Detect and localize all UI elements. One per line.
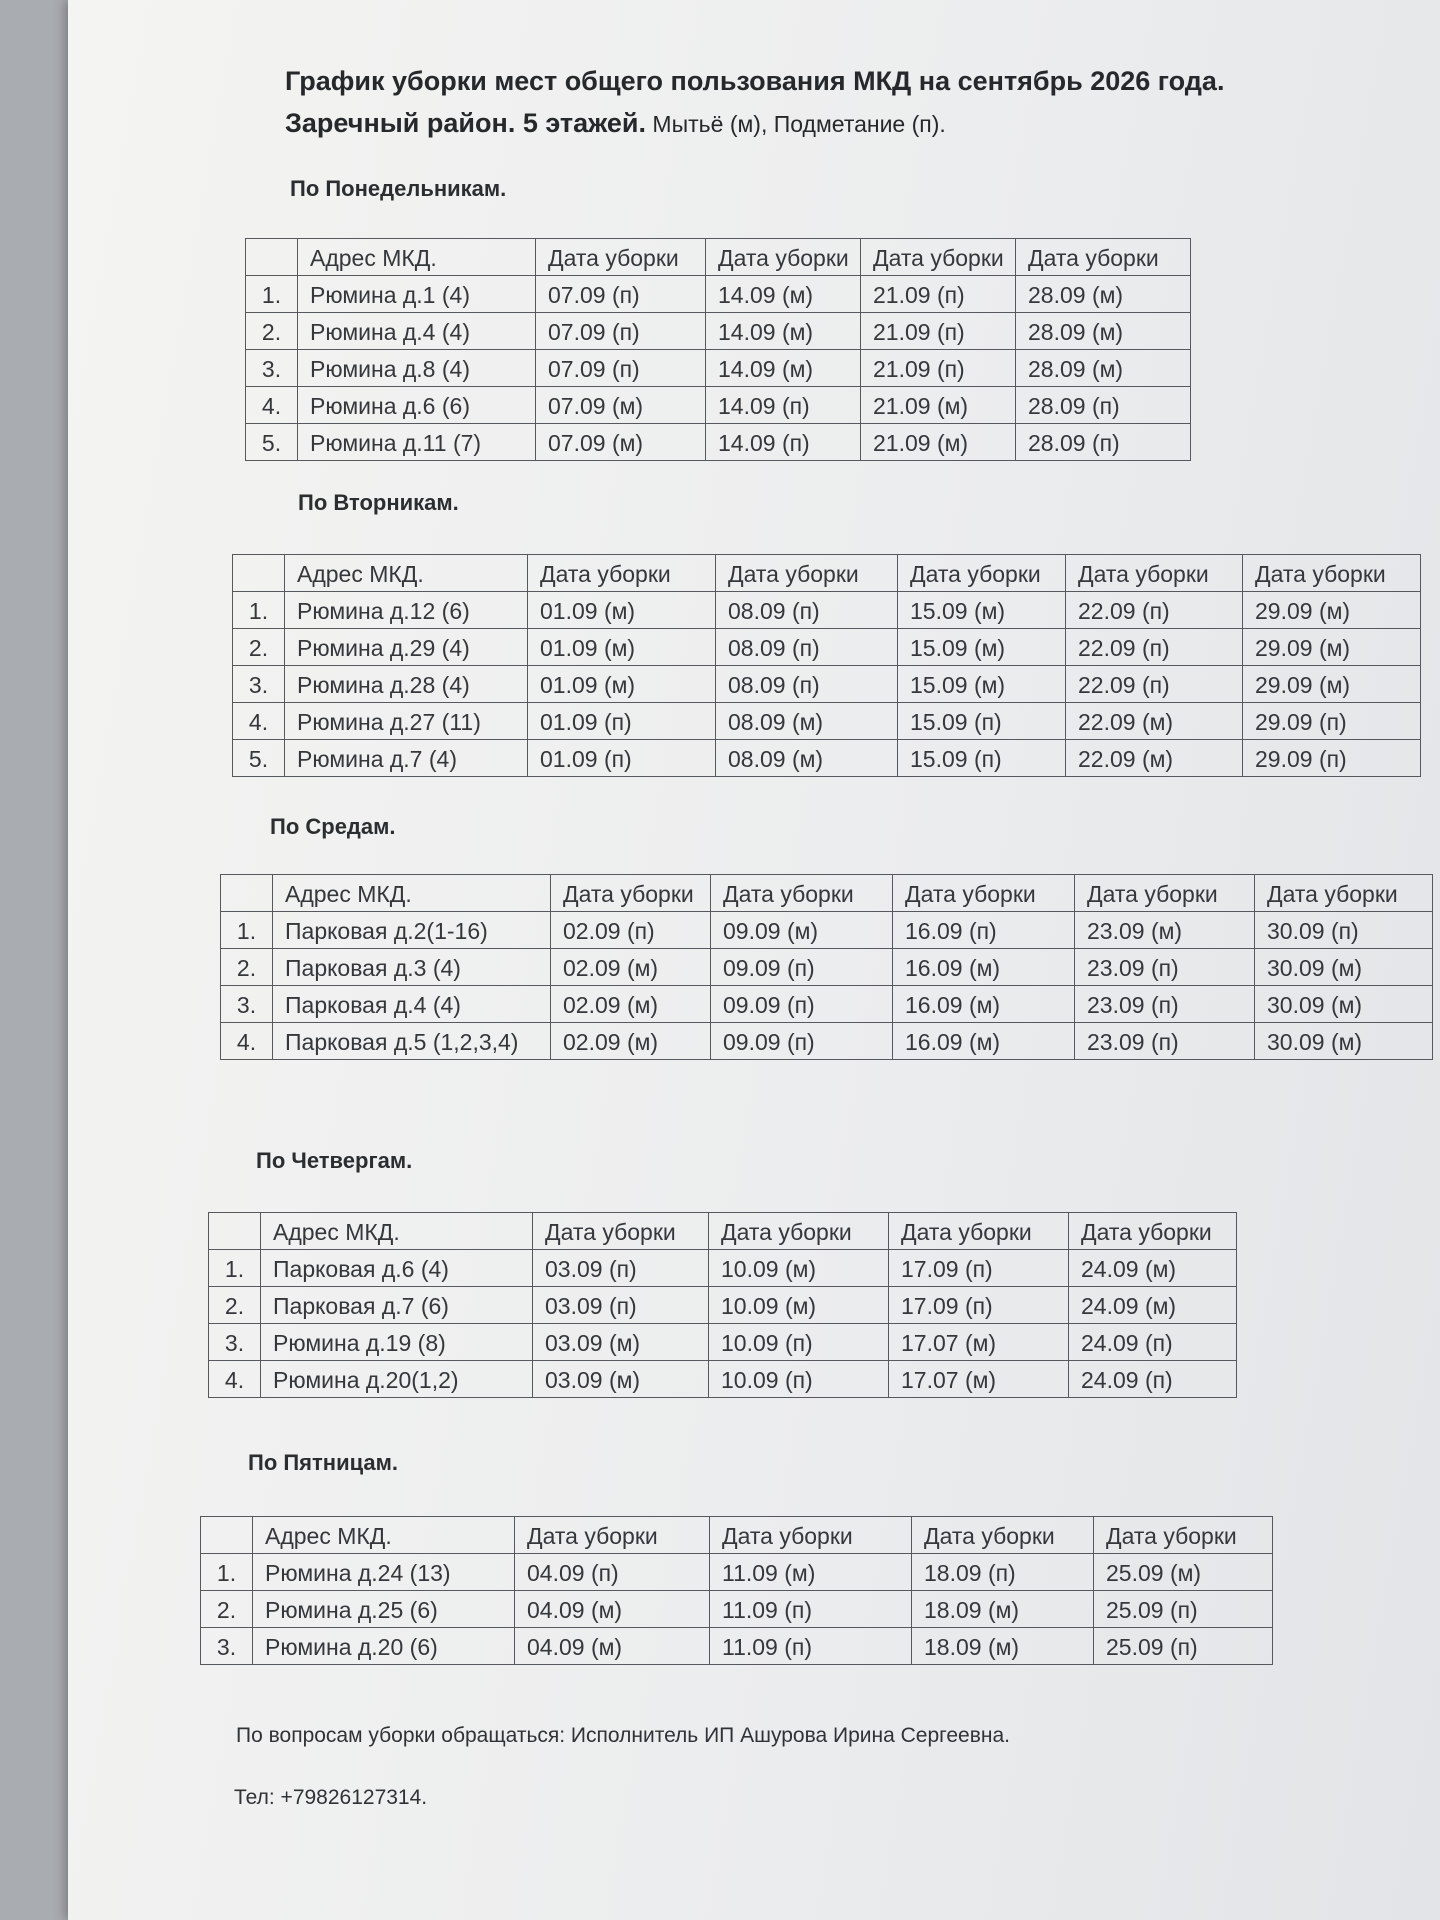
row-number: 3. <box>246 350 298 387</box>
row-number: 4. <box>233 703 285 740</box>
date-cell: 21.09 (м) <box>861 424 1016 461</box>
date-cell: 15.09 (п) <box>898 703 1066 740</box>
day-label-tuesday: По Вторникам. <box>298 490 459 515</box>
date-cell: 16.09 (м) <box>893 1023 1075 1060</box>
table-row <box>201 1591 1273 1628</box>
table-header-row <box>221 875 1433 912</box>
header-num <box>221 875 273 912</box>
table-row <box>221 986 1433 1023</box>
header-address: Адрес МКД. <box>261 1213 533 1250</box>
header-address: Адрес МКД. <box>298 239 536 276</box>
table-row <box>233 666 1421 703</box>
date-cell: 11.09 (м) <box>710 1554 912 1591</box>
date-cell: 03.09 (м) <box>533 1361 709 1398</box>
date-cell: 04.09 (м) <box>515 1591 710 1628</box>
date-cell: 22.09 (п) <box>1066 592 1243 629</box>
table-row <box>246 424 1191 461</box>
date-cell: 25.09 (п) <box>1094 1628 1273 1665</box>
date-cell: 28.09 (м) <box>1016 313 1191 350</box>
address-cell: Рюмина д.7 (4) <box>285 740 528 777</box>
header-date: Дата уборки <box>716 555 898 592</box>
date-cell: 01.09 (м) <box>528 666 716 703</box>
address-cell: Парковая д.4 (4) <box>273 986 551 1023</box>
table-row <box>233 703 1421 740</box>
date-cell: 03.09 (п) <box>533 1250 709 1287</box>
row-number: 4. <box>221 1023 273 1060</box>
date-cell: 29.09 (м) <box>1243 666 1421 703</box>
table-header-row <box>246 239 1191 276</box>
row-number: 1. <box>221 912 273 949</box>
address-cell: Рюмина д.20(1,2) <box>261 1361 533 1398</box>
date-cell: 15.09 (п) <box>898 740 1066 777</box>
date-cell: 21.09 (м) <box>861 387 1016 424</box>
date-cell: 03.09 (п) <box>533 1287 709 1324</box>
date-cell: 17.09 (п) <box>889 1250 1069 1287</box>
date-cell: 10.09 (п) <box>709 1361 889 1398</box>
date-cell: 17.09 (п) <box>889 1287 1069 1324</box>
address-cell: Парковая д.3 (4) <box>273 949 551 986</box>
schedule-table-wednesday <box>220 874 1433 1060</box>
date-cell: 01.09 (м) <box>528 592 716 629</box>
schedule-table-thursday <box>208 1212 1237 1398</box>
header-date: Дата уборки <box>1243 555 1421 592</box>
date-cell: 08.09 (п) <box>716 629 898 666</box>
date-cell: 23.09 (п) <box>1075 986 1255 1023</box>
schedule-table-monday <box>245 238 1191 461</box>
table-row <box>201 1554 1273 1591</box>
table-row <box>209 1250 1237 1287</box>
table-row <box>209 1324 1237 1361</box>
date-cell: 25.09 (п) <box>1094 1591 1273 1628</box>
address-cell: Рюмина д.25 (6) <box>253 1591 515 1628</box>
header-date: Дата уборки <box>912 1517 1094 1554</box>
date-cell: 28.09 (п) <box>1016 387 1191 424</box>
date-cell: 01.09 (п) <box>528 703 716 740</box>
district-floors: Заречный район. 5 этажей. <box>285 108 647 138</box>
date-cell: 29.09 (м) <box>1243 592 1421 629</box>
date-cell: 07.09 (п) <box>536 313 706 350</box>
address-cell: Парковая д.5 (1,2,3,4) <box>273 1023 551 1060</box>
header-date: Дата уборки <box>1016 239 1191 276</box>
date-cell: 14.09 (м) <box>706 313 861 350</box>
header-date: Дата уборки <box>515 1517 710 1554</box>
row-number: 3. <box>221 986 273 1023</box>
date-cell: 16.09 (м) <box>893 949 1075 986</box>
address-cell: Парковая д.7 (6) <box>261 1287 533 1324</box>
date-cell: 16.09 (п) <box>893 912 1075 949</box>
date-cell: 07.09 (п) <box>536 350 706 387</box>
date-cell: 14.09 (п) <box>706 387 861 424</box>
date-cell: 15.09 (м) <box>898 592 1066 629</box>
table-row <box>233 592 1421 629</box>
date-cell: 08.09 (п) <box>716 592 898 629</box>
day-label-wednesday: По Средам. <box>270 814 396 839</box>
date-cell: 02.09 (м) <box>551 949 711 986</box>
table-row <box>201 1628 1273 1665</box>
date-cell: 10.09 (м) <box>709 1287 889 1324</box>
header-address: Адрес МКД. <box>273 875 551 912</box>
table-header-row <box>209 1213 1237 1250</box>
row-number: 1. <box>246 276 298 313</box>
date-cell: 08.09 (м) <box>716 703 898 740</box>
date-cell: 24.09 (п) <box>1069 1361 1237 1398</box>
header-date: Дата уборки <box>710 1517 912 1554</box>
address-cell: Рюмина д.6 (6) <box>298 387 536 424</box>
address-cell: Рюмина д.11 (7) <box>298 424 536 461</box>
row-number: 1. <box>233 592 285 629</box>
address-cell: Рюмина д.12 (6) <box>285 592 528 629</box>
document-subtitle <box>285 102 1385 145</box>
contact-line: По вопросам уборки обращаться: Исполнитель ИП Ашурова Ирина Сергеевна. <box>236 1724 1010 1747</box>
date-cell: 16.09 (м) <box>893 986 1075 1023</box>
header-date: Дата уборки <box>536 239 706 276</box>
header-address: Адрес МКД. <box>285 555 528 592</box>
table-row <box>233 740 1421 777</box>
header-date: Дата уборки <box>711 875 893 912</box>
table-header-row <box>233 555 1421 592</box>
table-row <box>246 276 1191 313</box>
table-row <box>246 350 1191 387</box>
date-cell: 08.09 (м) <box>716 740 898 777</box>
address-cell: Рюмина д.8 (4) <box>298 350 536 387</box>
date-cell: 07.09 (м) <box>536 424 706 461</box>
date-cell: 17.07 (м) <box>889 1361 1069 1398</box>
table-row <box>209 1361 1237 1398</box>
table-row <box>233 629 1421 666</box>
date-cell: 21.09 (п) <box>861 313 1016 350</box>
address-cell: Парковая д.6 (4) <box>261 1250 533 1287</box>
header-address: Адрес МКД. <box>253 1517 515 1554</box>
date-cell: 21.09 (п) <box>861 350 1016 387</box>
legend-text: Мытьё (м), Подметание (п). <box>646 111 946 137</box>
date-cell: 11.09 (п) <box>710 1591 912 1628</box>
day-label-friday: По Пятницам. <box>248 1450 399 1475</box>
date-cell: 07.09 (п) <box>536 276 706 313</box>
date-cell: 10.09 (п) <box>709 1324 889 1361</box>
date-cell: 04.09 (п) <box>515 1554 710 1591</box>
document-header <box>285 60 1385 145</box>
date-cell: 09.09 (п) <box>711 949 893 986</box>
row-number: 1. <box>201 1554 253 1591</box>
date-cell: 09.09 (м) <box>711 912 893 949</box>
table-row <box>221 949 1433 986</box>
date-cell: 22.09 (м) <box>1066 703 1243 740</box>
phone-line: Тел: +79826127314. <box>234 1786 428 1809</box>
address-cell: Рюмина д.20 (6) <box>253 1628 515 1665</box>
date-cell: 23.09 (п) <box>1075 949 1255 986</box>
header-date: Дата уборки <box>889 1213 1069 1250</box>
table-header-row <box>201 1517 1273 1554</box>
table-row <box>221 912 1433 949</box>
date-cell: 28.09 (м) <box>1016 276 1191 313</box>
date-cell: 29.09 (п) <box>1243 703 1421 740</box>
row-number: 2. <box>246 313 298 350</box>
row-number: 3. <box>233 666 285 703</box>
header-num <box>233 555 285 592</box>
schedule-table-friday <box>200 1516 1273 1665</box>
header-date: Дата уборки <box>1066 555 1243 592</box>
address-cell: Рюмина д.24 (13) <box>253 1554 515 1591</box>
day-label-thursday: По Четвергам. <box>256 1148 413 1173</box>
header-date: Дата уборки <box>1069 1213 1237 1250</box>
date-cell: 08.09 (п) <box>716 666 898 703</box>
header-date: Дата уборки <box>706 239 861 276</box>
header-date: Дата уборки <box>533 1213 709 1250</box>
address-cell: Рюмина д.29 (4) <box>285 629 528 666</box>
row-number: 2. <box>233 629 285 666</box>
date-cell: 02.09 (м) <box>551 986 711 1023</box>
date-cell: 28.09 (п) <box>1016 424 1191 461</box>
date-cell: 18.09 (м) <box>912 1591 1094 1628</box>
address-cell: Рюмина д.4 (4) <box>298 313 536 350</box>
row-number: 5. <box>246 424 298 461</box>
header-date: Дата уборки <box>528 555 716 592</box>
date-cell: 11.09 (п) <box>710 1628 912 1665</box>
date-cell: 29.09 (м) <box>1243 629 1421 666</box>
row-number: 4. <box>209 1361 261 1398</box>
date-cell: 17.07 (м) <box>889 1324 1069 1361</box>
date-cell: 15.09 (м) <box>898 666 1066 703</box>
date-cell: 18.09 (м) <box>912 1628 1094 1665</box>
date-cell: 01.09 (м) <box>528 629 716 666</box>
date-cell: 30.09 (м) <box>1255 1023 1433 1060</box>
address-cell: Рюмина д.27 (11) <box>285 703 528 740</box>
date-cell: 09.09 (п) <box>711 1023 893 1060</box>
date-cell: 30.09 (м) <box>1255 949 1433 986</box>
date-cell: 15.09 (м) <box>898 629 1066 666</box>
row-number: 2. <box>201 1591 253 1628</box>
date-cell: 24.09 (м) <box>1069 1287 1237 1324</box>
date-cell: 14.09 (п) <box>706 424 861 461</box>
row-number: 5. <box>233 740 285 777</box>
date-cell: 29.09 (п) <box>1243 740 1421 777</box>
address-cell: Рюмина д.28 (4) <box>285 666 528 703</box>
row-number: 1. <box>209 1250 261 1287</box>
header-num <box>209 1213 261 1250</box>
row-number: 2. <box>221 949 273 986</box>
date-cell: 30.09 (п) <box>1255 912 1433 949</box>
date-cell: 28.09 (м) <box>1016 350 1191 387</box>
row-number: 3. <box>201 1628 253 1665</box>
address-cell: Парковая д.2(1-16) <box>273 912 551 949</box>
header-date: Дата уборки <box>1255 875 1433 912</box>
date-cell: 14.09 (м) <box>706 350 861 387</box>
header-date: Дата уборки <box>893 875 1075 912</box>
date-cell: 14.09 (м) <box>706 276 861 313</box>
date-cell: 30.09 (м) <box>1255 986 1433 1023</box>
row-number: 3. <box>209 1324 261 1361</box>
date-cell: 22.09 (п) <box>1066 666 1243 703</box>
date-cell: 09.09 (п) <box>711 986 893 1023</box>
date-cell: 04.09 (м) <box>515 1628 710 1665</box>
date-cell: 24.09 (п) <box>1069 1324 1237 1361</box>
header-date: Дата уборки <box>861 239 1016 276</box>
header-date: Дата уборки <box>898 555 1066 592</box>
table-row <box>221 1023 1433 1060</box>
document-title: График уборки мест общего пользования МКД на сентябрь 2026 года. <box>285 66 1225 96</box>
table-row <box>209 1287 1237 1324</box>
row-number: 2. <box>209 1287 261 1324</box>
date-cell: 25.09 (м) <box>1094 1554 1273 1591</box>
table-row <box>246 387 1191 424</box>
date-cell: 24.09 (м) <box>1069 1250 1237 1287</box>
header-date: Дата уборки <box>709 1213 889 1250</box>
date-cell: 18.09 (п) <box>912 1554 1094 1591</box>
row-number: 4. <box>246 387 298 424</box>
date-cell: 22.09 (п) <box>1066 629 1243 666</box>
schedule-table-tuesday <box>232 554 1421 777</box>
date-cell: 22.09 (м) <box>1066 740 1243 777</box>
header-date: Дата уборки <box>1075 875 1255 912</box>
date-cell: 03.09 (м) <box>533 1324 709 1361</box>
date-cell: 02.09 (м) <box>551 1023 711 1060</box>
header-date: Дата уборки <box>551 875 711 912</box>
header-num <box>246 239 298 276</box>
date-cell: 10.09 (м) <box>709 1250 889 1287</box>
date-cell: 01.09 (п) <box>528 740 716 777</box>
table-row <box>246 313 1191 350</box>
date-cell: 02.09 (п) <box>551 912 711 949</box>
date-cell: 21.09 (п) <box>861 276 1016 313</box>
address-cell: Рюмина д.19 (8) <box>261 1324 533 1361</box>
date-cell: 23.09 (м) <box>1075 912 1255 949</box>
header-date: Дата уборки <box>1094 1517 1273 1554</box>
address-cell: Рюмина д.1 (4) <box>298 276 536 313</box>
day-label-monday: По Понедельникам. <box>290 176 507 201</box>
date-cell: 23.09 (п) <box>1075 1023 1255 1060</box>
date-cell: 07.09 (м) <box>536 387 706 424</box>
header-num <box>201 1517 253 1554</box>
